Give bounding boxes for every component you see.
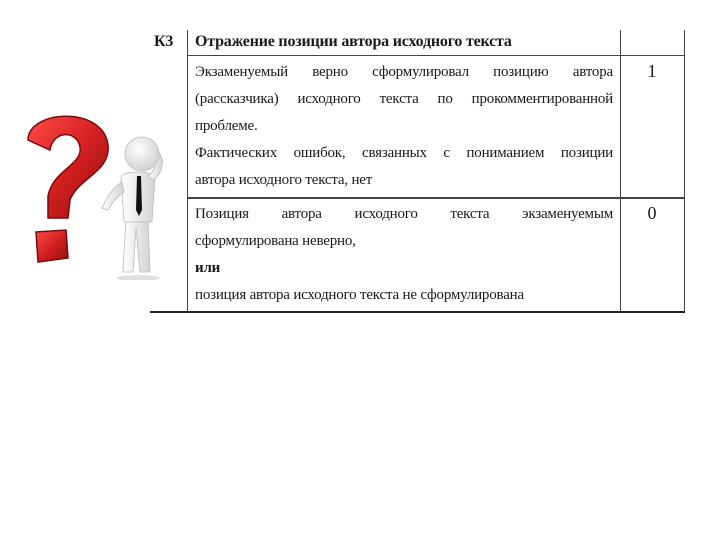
table-divider [187,55,685,56]
criterion-title: Отражение позиции автора исходного текста [195,33,512,50]
table-divider [684,30,685,313]
row2-line: сформулирована неверно, [195,233,356,249]
row1-line: автора исходного текста, нет [195,172,373,188]
table-bottom-border [150,311,685,313]
criterion-code: К3 [154,33,174,50]
question-mark-thinking-figure [8,100,173,280]
row1-line: проблеме. [195,118,258,134]
table-divider [187,197,685,199]
table-divider [187,30,188,313]
row2-line: Позиция автора исходного текста экзаменуемым [195,206,613,222]
row2-score: 0 [647,203,657,223]
question-mark-icon [28,116,108,262]
table-divider [620,30,621,313]
row2-line: или [195,260,221,276]
row1-line: Экзаменуемый верно сформулировал позицию автора [195,64,613,80]
row1-score: 1 [647,61,657,81]
row1-line: (рассказчика) исходного текста по прокомментированной [195,91,613,107]
row2-line: позиция автора исходного текста не сформулирована [195,287,524,303]
criteria-table [150,30,685,313]
row1-line: Фактических ошибок, связанных с пониманием позиции [195,145,613,161]
